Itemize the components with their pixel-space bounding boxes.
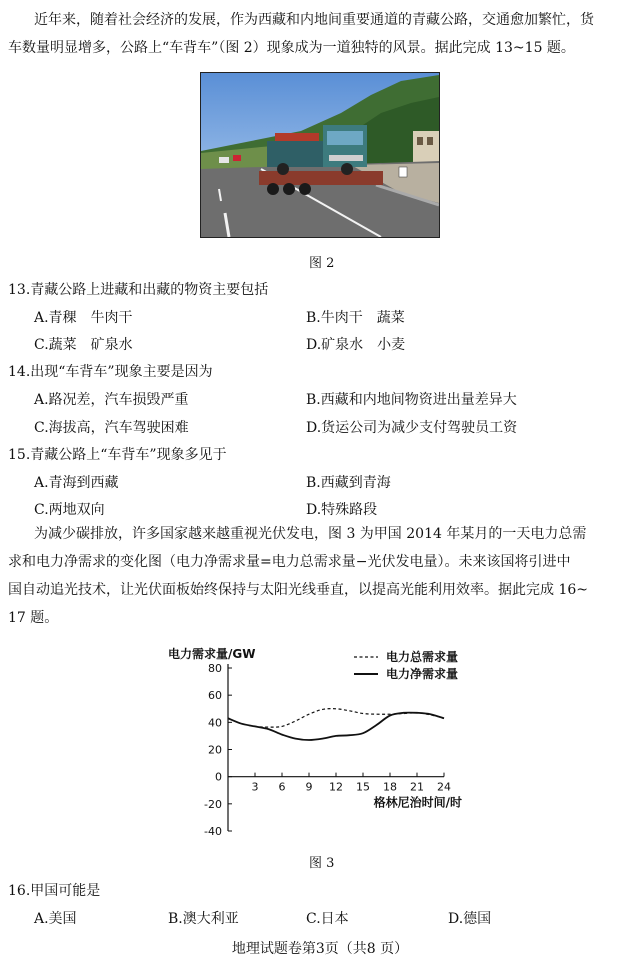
y-tick-label: 20 [208,743,222,757]
series-total-demand-line [228,709,444,728]
x-tick-label: 15 [356,780,370,794]
x-tick-label: 9 [305,780,313,794]
question-15-stem: 15.青藏公路上“车背车”现象多见于 [8,447,227,463]
intro-1-line-2: 车数量明显增多，公路上“车背车”（图 2）现象成为一道独特的风景。据此完成 13~15 题。 [8,40,575,56]
y-tick-label: -40 [204,825,222,838]
y-tick-label: 40 [208,716,222,730]
figure-2-photo [200,72,440,238]
y-tick-label: -20 [204,797,222,811]
intro-2-line-2: 求和电力净需求的变化图（电力净需求量=电力总需求量−光伏发电量）。未来该国将引进中 [8,554,571,570]
page-footer: 地理试题卷第3页（共8 页） [231,941,409,957]
intro-2-line-4: 17 题。 [8,610,59,626]
figure-2-caption: 图 2 [309,256,335,271]
q13-option-a: A.青稞 牛肉干 [34,310,133,326]
q14-option-c: C.海拔高，汽车驾驶困难 [34,420,189,436]
x-tick-label: 24 [437,780,451,794]
series-net-demand-line [228,713,444,740]
figure-3-chart [160,640,490,840]
y-tick-label: 60 [208,689,222,703]
intro-paragraph-1 [8,6,626,62]
intro-1-line-1: 近年来，随着社会经济的发展，作为西藏和内地间重要通道的青藏公路，交通愈加繁忙，货 [34,12,594,28]
q15-option-a: A.青海到西藏 [34,475,119,491]
q16-option-b: B.澳大利亚 [168,911,239,927]
q13-option-d: D.矿泉水 小麦 [306,337,406,353]
intro-2-line-3: 国自动追光技术，让光伏面板始终保持与太阳光线垂直，以提高光能利用效率。据此完成 16~ [8,582,588,598]
q15-option-d: D.特殊路段 [306,502,378,518]
x-tick-label: 6 [278,780,286,794]
x-tick-label: 12 [329,780,343,794]
power-demand-line-chart [160,640,490,840]
intro-paragraph-2 [8,520,626,632]
q14-option-b: B.西藏和内地间物资进出量差异大 [306,392,517,408]
q13-option-b: B.牛肉干 蔬菜 [306,310,405,326]
x-axis-label: 格林尼治时间/时 [373,795,462,810]
figure-3-caption: 图 3 [309,856,335,871]
y-tick-label: 0 [215,770,222,784]
x-tick-label: 18 [383,780,397,794]
question-16-stem: 16.甲国可能是 [8,883,101,899]
q16-option-d: D.德国 [448,911,492,927]
intro-2-line-1: 为减少碳排放，许多国家越来越重视光伏发电，图 3 为甲国 2014 年某月的一天电力总需 [34,526,587,542]
q14-option-a: A.路况差，汽车损毁严重 [34,392,189,408]
truck-on-truck-image [201,73,439,237]
question-14-stem: 14.出现“车背车”现象主要是因为 [8,364,213,380]
y-tick-label: 80 [208,662,222,675]
legend-label: 电力总需求量 [386,650,459,664]
x-tick-label: 3 [251,780,259,794]
y-axis-label: 电力需求量/GW [168,647,256,661]
x-tick-label: 21 [410,780,424,794]
question-13-stem: 13.青藏公路上进藏和出藏的物资主要包括 [8,282,269,298]
legend-label: 电力净需求量 [386,667,459,681]
q16-option-a: A.美国 [34,911,77,927]
q15-option-b: B.西藏到青海 [306,475,391,491]
q13-option-c: C.蔬菜 矿泉水 [34,337,133,353]
q15-option-c: C.两地双向 [34,502,105,518]
q14-option-d: D.货运公司为减少支付驾驶员工资 [306,420,518,436]
q16-option-c: C.日本 [306,911,349,927]
